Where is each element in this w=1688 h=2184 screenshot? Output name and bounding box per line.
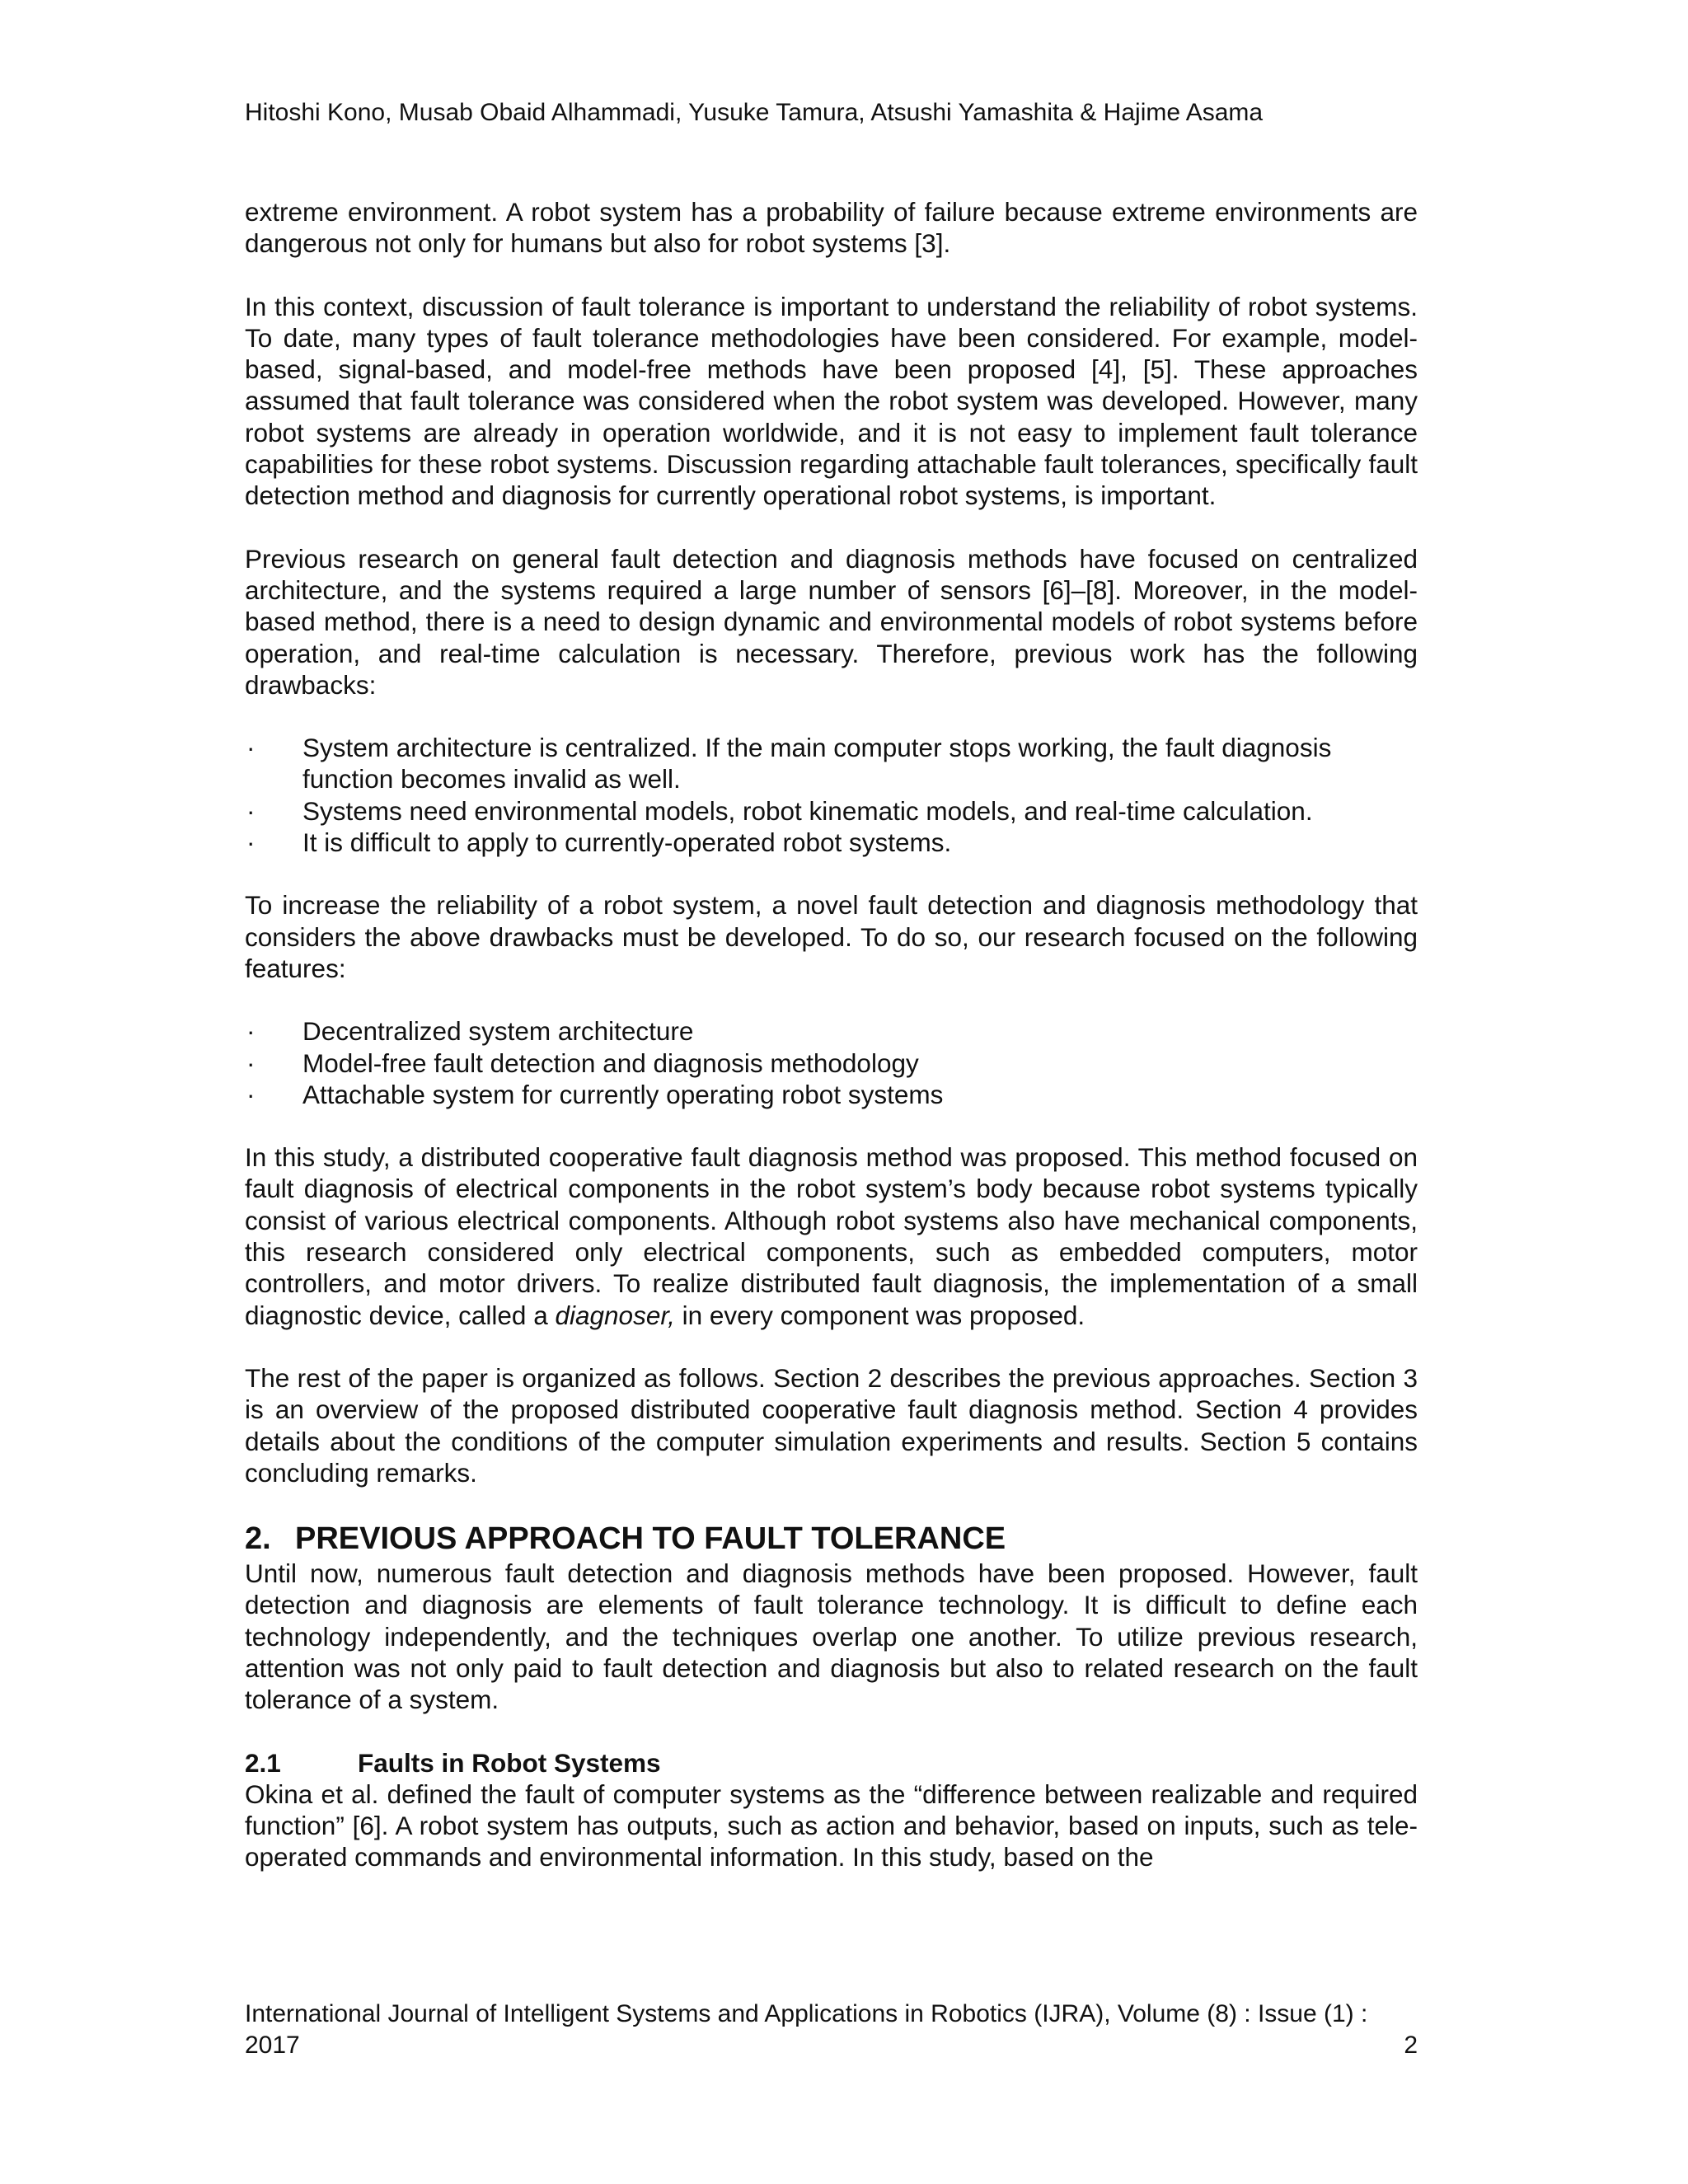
list-item-text: Model-free fault detection and diagnosis methodology [302,1047,919,1078]
paragraph-6: The rest of the paper is organized as follows. Section 2 describes the previous approaches. Section 3 is an overview of the proposed distributed cooperative fault diagnosis method. Section 4 provides details about the conditions of the computer simulation experiments and results. Section 5 contains concluding remarks. [245,1362,1418,1488]
paragraph-7: Until now, numerous fault detection and diagnosis methods have been proposed. However, fault detection and diagnosis are elements of fault tolerance technology. It is difficult to define each technology independently, and the techniques overlap one another. To utilize previous research, attention was not only paid to fault detection and diagnosis but also to related research on the fault tolerance of a system. [245,1558,1418,1715]
section-2-1-heading [245,1747,1418,1779]
paragraph-5-text-b: in every component was proposed. [674,1300,1085,1330]
bullet-mark: · [246,795,256,826]
page-body [245,196,1418,1904]
section-2-heading [245,1520,1418,1558]
header-authors: Hitoshi Kono, Musab Obaid Alhammadi, Yusuke Tamura, Atsushi Yamashita & Hajime Asama [245,99,1264,126]
paragraph-8: Okina et al. defined the fault of computer systems as the “difference between realizable and required function” [6]. A robot system has outputs, such as action and behavior, based on inputs, such as tele-operated commands and environmental information. In this study, based on the [245,1779,1418,1872]
paragraph-2: In this context, discussion of fault tolerance is important to understand the reliability of robot systems. To date, many types of fault tolerance methodologies have been considered. For example, model-based, signal-based, and model-free methods have been proposed [4], [5]. These approaches assumed that fault tolerance was considered when the robot system was developed. However, many robot systems are already in operation worldwide, and it is not easy to implement fault tolerance capabilities for these robot systems. Discussion regarding attachable fault tolerances, specifically fault detection method and diagnosis for currently operational robot systems, is important. [245,291,1418,511]
paragraph-5-text-a: In this study, a distributed cooperative fault diagnosis method was proposed. This method focused on fault diagnosis of electrical components in the robot system’s body because robot systems typically consist of various electrical components. Although robot systems also have mechanical components, this research considered only electrical components, such as embedded computers, motor controllers, and motor drivers. To realize distributed fault diagnosis, the implementation of a small diagnostic device, called a [245,1142,1418,1330]
running-header [245,97,1263,129]
page-footer [245,1999,1418,2061]
section-2-title: PREVIOUS APPROACH TO FAULT TOLERANCE [295,1521,1006,1557]
paragraph-5 [245,1141,1418,1331]
paragraph-4: To increase the reliability of a robot system, a novel fault detection and diagnosis methodology that considers the above drawbacks must be developed. To do so, our research focused on the following features: [245,890,1418,983]
diagnoser-term: diagnoser, [555,1300,675,1330]
list-item-text: Attachable system for currently operating robot systems [302,1079,944,1109]
list-item-text: System architecture is centralized. If the main computer stops working, the fault diagnosis function becomes invalid as well. [302,733,1332,794]
list-item-text: Systems need environmental models, robot kinematic models, and real-time calculation. [302,795,1313,826]
list-item [245,732,1418,795]
footer-line-2 [245,2030,1418,2061]
bullet-mark: · [246,1047,256,1078]
list-item-text: Decentralized system architecture [302,1016,694,1047]
list-item [245,1047,1418,1079]
footer-journal: International Journal of Intelligent Systems and Applications in Robotics (IJRA), Volume (8) : Issue (1) : [245,2000,1368,2027]
bullet-mark: · [246,827,256,858]
bullet-mark: · [246,1016,256,1047]
section-2-number: 2. [245,1521,271,1557]
features-list [245,1015,1418,1110]
bullet-mark: · [246,1079,256,1109]
section-2-1-title: Faults in Robot Systems [358,1747,661,1778]
drawbacks-list [245,732,1418,858]
list-item-text: It is difficult to apply to currently-operated robot systems. [302,827,952,858]
section-2-1-number: 2.1 [245,1747,281,1778]
page-number: 2 [1404,2032,1418,2059]
bullet-mark: · [246,733,256,763]
list-item [245,1079,1418,1110]
paragraph-1: extreme environment. A robot system has a probability of failure because extreme environments are dangerous not only for humans but also for robot systems [3]. [245,197,1418,259]
footer-year: 2017 [245,2032,300,2059]
list-item [245,827,1418,858]
list-item [245,795,1418,827]
list-item [245,1015,1418,1047]
paragraph-3: Previous research on general fault detection and diagnosis methods have focused on centralized architecture, and the systems required a large number of sensors [6]–[8]. Moreover, in the model-based method, there is a need to design dynamic and environmental models of robot systems before operation, and real-time calculation is necessary. Therefore, previous work has the following drawbacks: [245,543,1418,700]
